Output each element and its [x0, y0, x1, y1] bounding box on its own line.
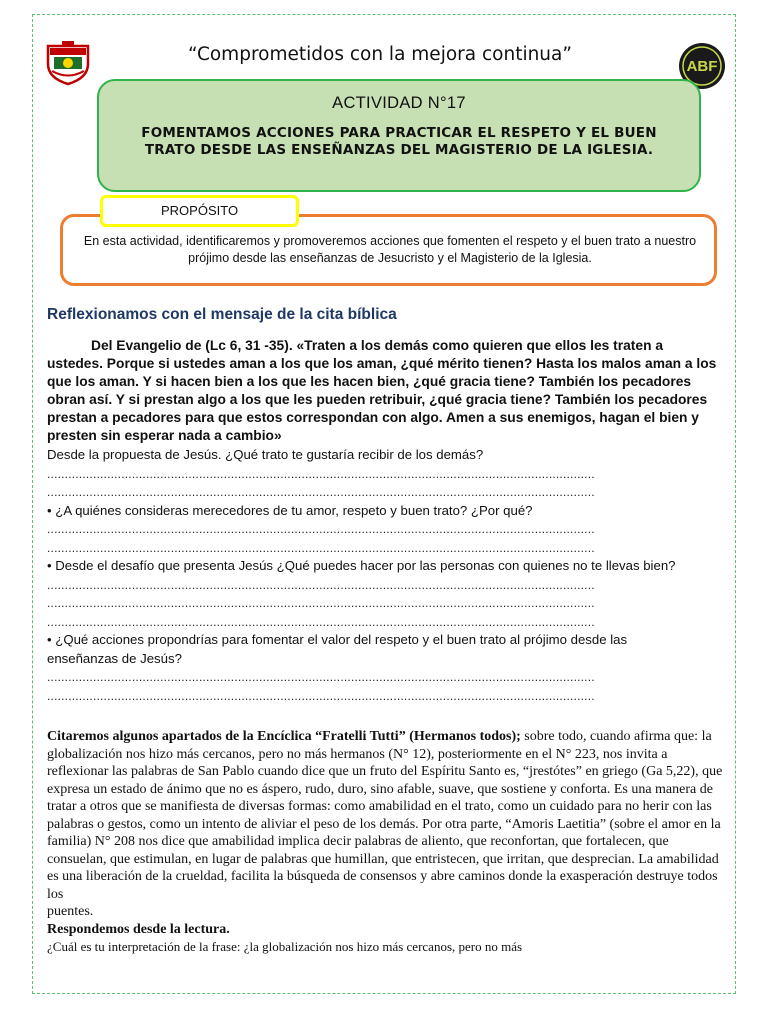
question-text: • ¿Qué acciones propondrías para fomentar el valor del respeto y el buen trato al prójimo desde las enseñanzas de Jesús?	[47, 632, 628, 666]
answer-line[interactable]: ...........................................................................................................................................................	[47, 577, 595, 592]
reading-lead: Citaremos algunos apartados de la Encíclica “Fratelli Tutti” (Hermanos todos);	[47, 729, 521, 744]
reading-body: sobre todo, cuando afirma que: la globalización nos hizo más cercanos, pero no más hermanos (N° 12), posteriormente en el N° 223, nos invita a reflexionar las palabras de San Pablo cuando dice que un fruto del Espíritu Santo es, “jrestótes” en griego (Ga 5,22), que expresa un estado de ánimo que no es áspero, rudo, duro, sino afable, suave, que sostiene y conforta. Es una manera de tratar a otros que se manifiesta de diversas formas: como amabilidad en el trato, como un cuidado para no herir con las palabras o gestos, como un intento de aliviar el peso de los demás. Por otra parte, “Amoris Laetitia” (sobre el amor en la familia) N° 208 nos dice que amabilidad implica decir palabras de aliento, que reconfortan, que fortalecen, que consuelan, que estimulan, en lugar de palabras que humillan, que entristecen, que irritan, que desprecian. La amabilidad es una liberación de la crueldad, facilita la búsqueda de consensos y abre caminos donde la exasperación destruye todos los	[47, 729, 723, 902]
answer-line[interactable]: ...........................................................................................................................................................	[47, 485, 595, 499]
questions-block	[47, 446, 687, 705]
section-heading: Reflexionamos con el mensaje de la cita bíblica	[47, 306, 397, 323]
final-question: ¿Cuál es tu interpretación de la frase: ¿la globalización nos hizo más cercanos, pero no más	[47, 939, 523, 954]
answer-line[interactable]: ...........................................................................................................................................................	[47, 614, 595, 629]
question-text: • ¿A quiénes consideras merecedores de tu amor, respeto y buen trato? ¿Por qué?	[47, 502, 533, 518]
reading-paragraph	[47, 728, 723, 903]
respond-heading: Respondemos desde la lectura.	[47, 921, 230, 937]
answer-line[interactable]: ...........................................................................................................................................................	[47, 466, 595, 481]
bible-quote: Del Evangelio de (Lc 6, 31 -35). «Traten a los demás como quieren que ellos les traten a ustedes. Porque si ustedes aman a los que los aman, ¿qué mérito tienen? Hasta los malos aman a los que los aman. Y si hacen bien a los que les hacen bien, ¿qué gracia tiene? También los pecadores obran así. Y si prestan algo a los que les pueden retribuir, ¿qué gracia tiene? También los pecadores prestan a pecadores para que estos correspondan con algo. Amen a sus enemigos, hagan el bien y presten sin esperar nada a cambio»	[47, 338, 717, 443]
abf-logo-text: ABF	[686, 58, 718, 75]
answer-line[interactable]: ...........................................................................................................................................................	[47, 688, 595, 703]
question-text: • Desde el desafío que presenta Jesús ¿Qué puedes hacer por las personas con quienes no te llevas bien?	[47, 558, 676, 573]
reading-block	[47, 728, 723, 956]
answer-line[interactable]: ...........................................................................................................................................................	[47, 596, 595, 610]
answer-line[interactable]: ...........................................................................................................................................................	[47, 670, 595, 684]
activity-title: ACTIVIDAD N°17	[332, 94, 466, 112]
activity-box	[97, 79, 701, 192]
answer-line[interactable]: ...........................................................................................................................................................	[47, 522, 595, 536]
header-slogan: “Comprometidos con la mejora continua”	[188, 44, 572, 65]
purpose-label: PROPÓSITO	[100, 195, 299, 227]
school-crest-icon	[44, 40, 92, 86]
answer-line[interactable]: ...........................................................................................................................................................	[47, 540, 595, 555]
activity-subtitle: FOMENTAMOS ACCIONES PARA PRACTICAR EL RESPETO Y EL BUEN TRATO DESDE LAS ENSEÑANZAS DEL MAGISTERIO DE LA IGLESIA.	[141, 125, 657, 158]
question-text: Desde la propuesta de Jesús. ¿Qué trato te gustaría recibir de los demás?	[47, 447, 484, 462]
reading-body-end: puentes.	[47, 904, 94, 919]
purpose-text: En esta actividad, identificaremos y promoveremos acciones que fomenten el respeto y el buen trato a nuestro prójimo desde las enseñanzas de Jesucristo y el Magisterio de la Iglesia.	[83, 234, 697, 265]
